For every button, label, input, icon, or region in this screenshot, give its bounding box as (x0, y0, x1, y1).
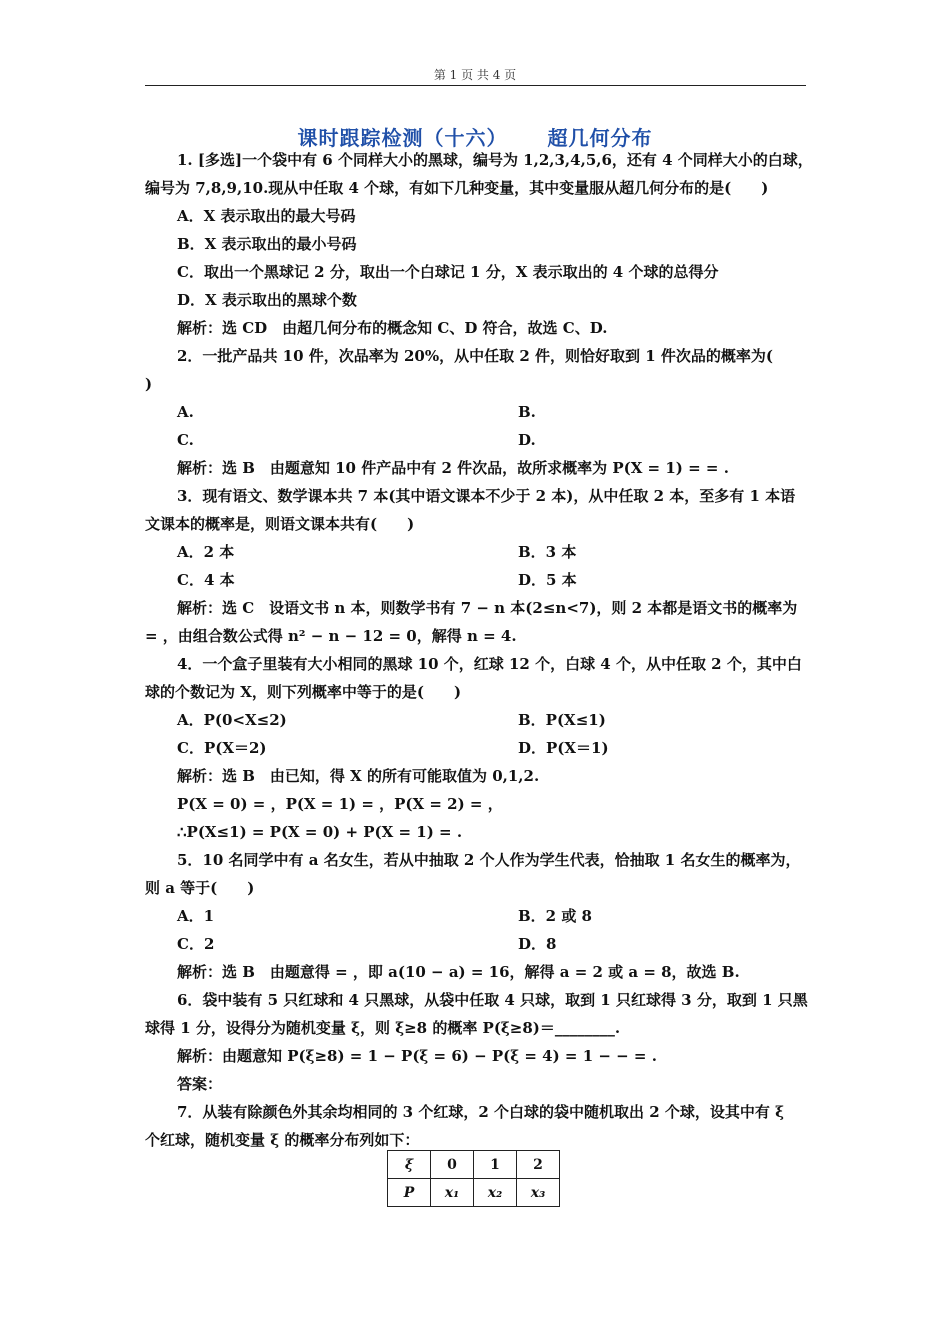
q3-answer-line1: 解析：选 C 设语文书 n 本，则数学书有 7 − n 本(2≤n<7)，则 2 本都是语文书的概率为 (177, 599, 798, 617)
q5-option-c: C．2 (177, 935, 215, 953)
q3-option-d: D．5 本 (518, 571, 577, 589)
q6-line1: 6．袋中装有 5 只红球和 4 只黑球，从袋中任取 4 只球，取到 1 只红球得 3 分，取到 1 只黑 (177, 991, 808, 1009)
title-main: 课时跟踪检测（十六） (297, 126, 508, 150)
q1-option-c: C．取出一个黑球记 2 分，取出一个白球记 1 分，X 表示取出的 4 个球的总得分 (177, 263, 719, 281)
q4-option-a: A．P(0<X≤2) (177, 711, 287, 729)
table-cell: x₃ (517, 1179, 560, 1207)
q5-option-a: A．1 (177, 907, 215, 925)
distribution-table (387, 1150, 560, 1207)
table-cell: 0 (431, 1151, 474, 1179)
q2-answer: 解析：选 B 由题意知 10 件产品中有 2 件次品，故所求概率为 P(X = 1) = = . (177, 459, 729, 477)
q1-line1: 1. [多选]一个袋中有 6 个同样大小的黑球，编号为 1,2,3,4,5,6，还有 4 个同样大小的白球， (177, 151, 813, 169)
q7-line1: 7．从装有除颜色外其余均相同的 3 个红球，2 个白球的袋中随机取出 2 个球，设其中有 ξ (177, 1103, 784, 1121)
q2-option-d: D. (518, 431, 536, 449)
q5-option-d: D．8 (518, 935, 557, 953)
q3-line2: 文课本的概率是，则语文课本共有( ) (145, 515, 415, 533)
q4-answer-line1: 解析：选 B 由已知，得 X 的所有可能取值为 0,1,2. (177, 767, 540, 785)
table-cell: 2 (517, 1151, 560, 1179)
q7-line2: 个红球，随机变量 ξ 的概率分布列如下： (145, 1131, 420, 1149)
q3-option-b: B．3 本 (518, 543, 577, 561)
q2-option-c: C. (177, 431, 194, 449)
table-cell: 1 (474, 1151, 517, 1179)
q2-line1: 2．一批产品共 10 件，次品率为 20%，从中任取 2 件，则恰好取到 1 件次品的概率为( (177, 347, 773, 365)
q2-line2: ) (145, 375, 153, 393)
q3-option-a: A．2 本 (177, 543, 235, 561)
page-header: 第 1 页 共 4 页 (433, 68, 517, 82)
q3-option-c: C．4 本 (177, 571, 235, 589)
table-cell: x₁ (431, 1179, 474, 1207)
q5-line1: 5．10 名同学中有 a 名女生，若从中抽取 2 个人作为学生代表，恰抽取 1 名女生的概率为， (177, 851, 801, 869)
table-cell: x₂ (474, 1179, 517, 1207)
title-sub: 超几何分布 (547, 126, 653, 150)
table-cell: ξ (388, 1151, 431, 1179)
q1-line2: 编号为 7,8,9,10.现从中任取 4 个球，有如下几种变量，其中变量服从超几何分布的是( ) (145, 179, 769, 197)
q2-option-a: A. (177, 403, 194, 421)
q1-option-b: B．X 表示取出的最小号码 (177, 235, 357, 253)
q4-line1: 4．一个盒子里装有大小相同的黑球 10 个，红球 12 个，白球 4 个，从中任取 2 个，其中白 (177, 655, 802, 673)
q1-option-d: D．X 表示取出的黑球个数 (177, 291, 357, 309)
q5-option-b: B．2 或 8 (518, 907, 592, 925)
q4-option-d: D．P(X＝1) (518, 739, 609, 757)
q4-answer-line3: ∴P(X≤1) = P(X = 0) + P(X = 1) = . (177, 823, 463, 841)
q4-option-c: C．P(X＝2) (177, 739, 267, 757)
q4-line2: 球的个数记为 X，则下列概率中等于的是( ) (145, 683, 462, 701)
header-rule (145, 85, 806, 86)
q5-line2: 则 a 等于( ) (145, 879, 255, 897)
page-title (145, 122, 805, 151)
q5-answer: 解析：选 B 由题意得 = ，即 a(10 − a) = 16，解得 a = 2 或 a = 8，故选 B. (177, 963, 740, 981)
q4-answer-line2: P(X = 0) = ，P(X = 1) = ，P(X = 2) = ， (177, 795, 503, 813)
table-row (388, 1151, 560, 1179)
q6-answer-label: 答案： (177, 1075, 223, 1093)
table-row (388, 1179, 560, 1207)
q1-option-a: A．X 表示取出的最大号码 (177, 207, 356, 225)
q1-answer: 解析：选 CD 由超几何分布的概念知 C、D 符合，故选 C、D. (177, 319, 608, 337)
q3-line1: 3．现有语文、数学课本共 7 本(其中语文课本不少于 2 本)，从中任取 2 本，至多有 1 本语 (177, 487, 796, 505)
q3-answer-line2: = ，由组合数公式得 n² − n − 12 = 0，解得 n = 4. (145, 627, 517, 645)
table-cell: P (388, 1179, 431, 1207)
q6-answer: 解析：由题意知 P(ξ≥8) = 1 − P(ξ = 6) − P(ξ = 4) = 1 − − = . (177, 1047, 657, 1065)
q4-option-b: B．P(X≤1) (518, 711, 606, 729)
q6-line2: 球得 1 分，设得分为随机变量 ξ，则 ξ≥8 的概率 P(ξ≥8)＝________. (145, 1019, 621, 1037)
q2-option-b: B. (518, 403, 536, 421)
